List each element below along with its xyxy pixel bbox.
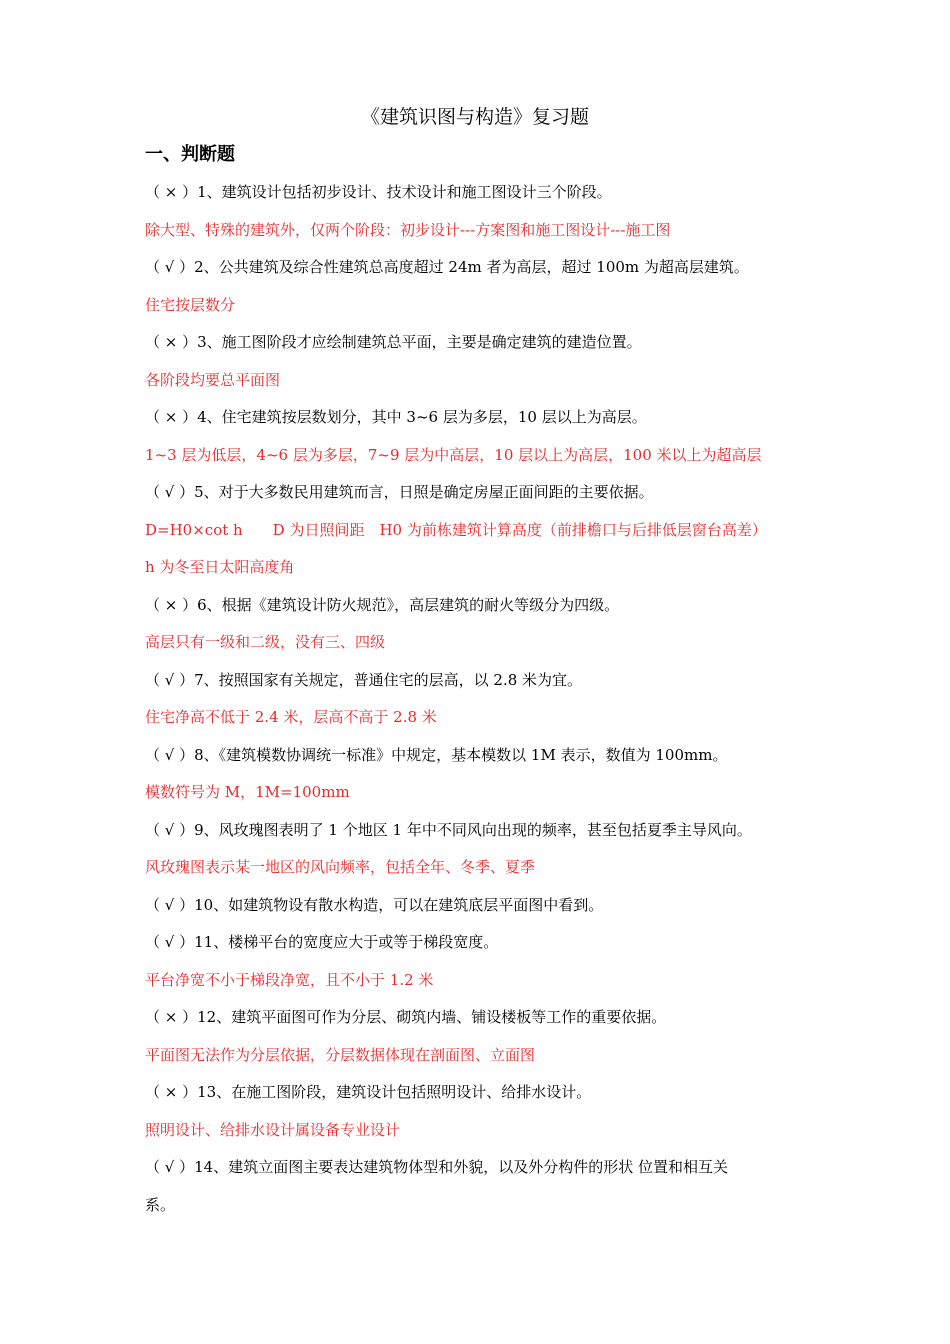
answer-note: 照明设计、给排水设计属设备专业设计 [145, 1120, 401, 1139]
question-text: 11、楼梯平台的宽度应大于或等于梯段宽度。 [194, 933, 499, 951]
question-text: 13、在施工图阶段，建筑设计包括照明设计、给排水设计。 [197, 1083, 592, 1101]
answer-mark: （ × ） [145, 408, 198, 426]
answer-mark: （ √ ） [145, 1158, 195, 1176]
question-text: 9、风玫瑰图表明了 1 个地区 1 年中不同风向出现的频率，甚至包括夏季主导风向。 [194, 820, 752, 839]
answer-note: 住宅净高不低于 2.4 米，层高不高于 2.8 米 [145, 708, 437, 726]
answer-mark: （ × ） [145, 183, 198, 201]
answer-note: 平面图无法作为分层依据，分层数据体现在剖面图、立面图 [145, 1045, 536, 1064]
question-line [145, 887, 825, 925]
question-text: 3、施工图阶段才应绘制建筑总平面，主要是确定建筑的建造位置。 [197, 333, 642, 351]
question-line [145, 587, 825, 625]
answer-mark: （ √ ） [145, 483, 195, 501]
answer-mark: （ √ ） [145, 670, 195, 689]
answer-mark: （ × ） [145, 1083, 198, 1101]
question-line [145, 1074, 825, 1112]
answer-mark: （ √ ） [145, 258, 195, 276]
question-text: 10、如建筑物设有散水构造，可以在建筑底层平面图中看到。 [194, 895, 604, 914]
answer-note: 平台净宽不小于梯段净宽，且不小于 1.2 米 [145, 970, 434, 989]
answer-note: 1~3 层为低层，4~6 层为多层，7~9 层为中高层，10 层以上为高层，100 米以上为超高层 [145, 445, 762, 464]
question-text: 2、公共建筑及综合性建筑总高度超过 24m 者为高层，超过 100m 为超高层建筑。 [194, 258, 749, 276]
question-line [145, 662, 825, 700]
answer-note: 各阶段均要总平面图 [145, 370, 281, 389]
question-line [145, 174, 825, 212]
answer-note: 风玫瑰图表示某一地区的风向频率，包括全年、冬季、夏季 [145, 858, 536, 876]
question-text: 7、按照国家有关规定，普通住宅的层高，以 2.8 米为宜。 [194, 670, 583, 689]
question-line [145, 1187, 825, 1225]
question-line [145, 999, 825, 1037]
answer-note: h 为冬至日太阳高度角 [145, 558, 295, 576]
answer-mark: （ √ ） [145, 745, 195, 764]
answer-mark: （ √ ） [145, 820, 195, 839]
question-text: 6、根据《建筑设计防火规范》，高层建筑的耐火等级分为四级。 [197, 595, 620, 614]
question-text: 1、建筑设计包括初步设计、技术设计和施工图设计三个阶段。 [197, 183, 612, 201]
question-text: 4、住宅建筑按层数划分，其中 3~6 层为多层，10 层以上为高层。 [197, 408, 647, 426]
question-line [145, 924, 825, 962]
answer-note: 模数符号为 M，1M=100mm [145, 783, 350, 801]
answer-note: 高层只有一级和二级，没有三、四级 [145, 633, 386, 651]
answer-mark: （ √ ） [145, 895, 195, 914]
section-heading: 一、判断题 [145, 144, 235, 165]
answer-mark: （ √ ） [145, 933, 195, 951]
answer-note: D=H0×cot h D 为日照间距 H0 为前栋建筑计算高度（前排檐口与后排低层窗台高差） [145, 520, 767, 539]
answer-mark: （ × ） [145, 1008, 198, 1026]
question-text: 系。 [145, 1195, 176, 1214]
answer-note: 住宅按层数分 [145, 295, 236, 314]
question-line [145, 249, 825, 287]
question-line [145, 324, 825, 362]
question-line [145, 1149, 825, 1187]
answer-note: 除大型、特殊的建筑外，仅两个阶段：初步设计---方案图和施工图设计---施工图 [145, 220, 671, 239]
question-line [145, 399, 825, 437]
question-line [145, 474, 825, 512]
question-text: 8、《建筑模数协调统一标准》中规定，基本模数以 1M 表示，数值为 100mm。 [194, 745, 728, 764]
document-title: 《建筑识图与构造》复习题 [360, 106, 589, 128]
question-text: 12、建筑平面图可作为分层、砌筑内墙、铺设楼板等工作的重要依据。 [197, 1008, 667, 1026]
answer-mark: （ × ） [145, 333, 198, 351]
question-line [145, 812, 825, 850]
answer-mark: （ × ） [145, 595, 198, 614]
question-line [145, 737, 825, 775]
question-text: 5、对于大多数民用建筑而言，日照是确定房屋正面间距的主要依据。 [194, 483, 654, 501]
question-text: 14、建筑立面图主要表达建筑物体型和外貌，以及外分构件的形状 位置和相互关 [194, 1158, 728, 1176]
question-list [145, 174, 825, 1224]
